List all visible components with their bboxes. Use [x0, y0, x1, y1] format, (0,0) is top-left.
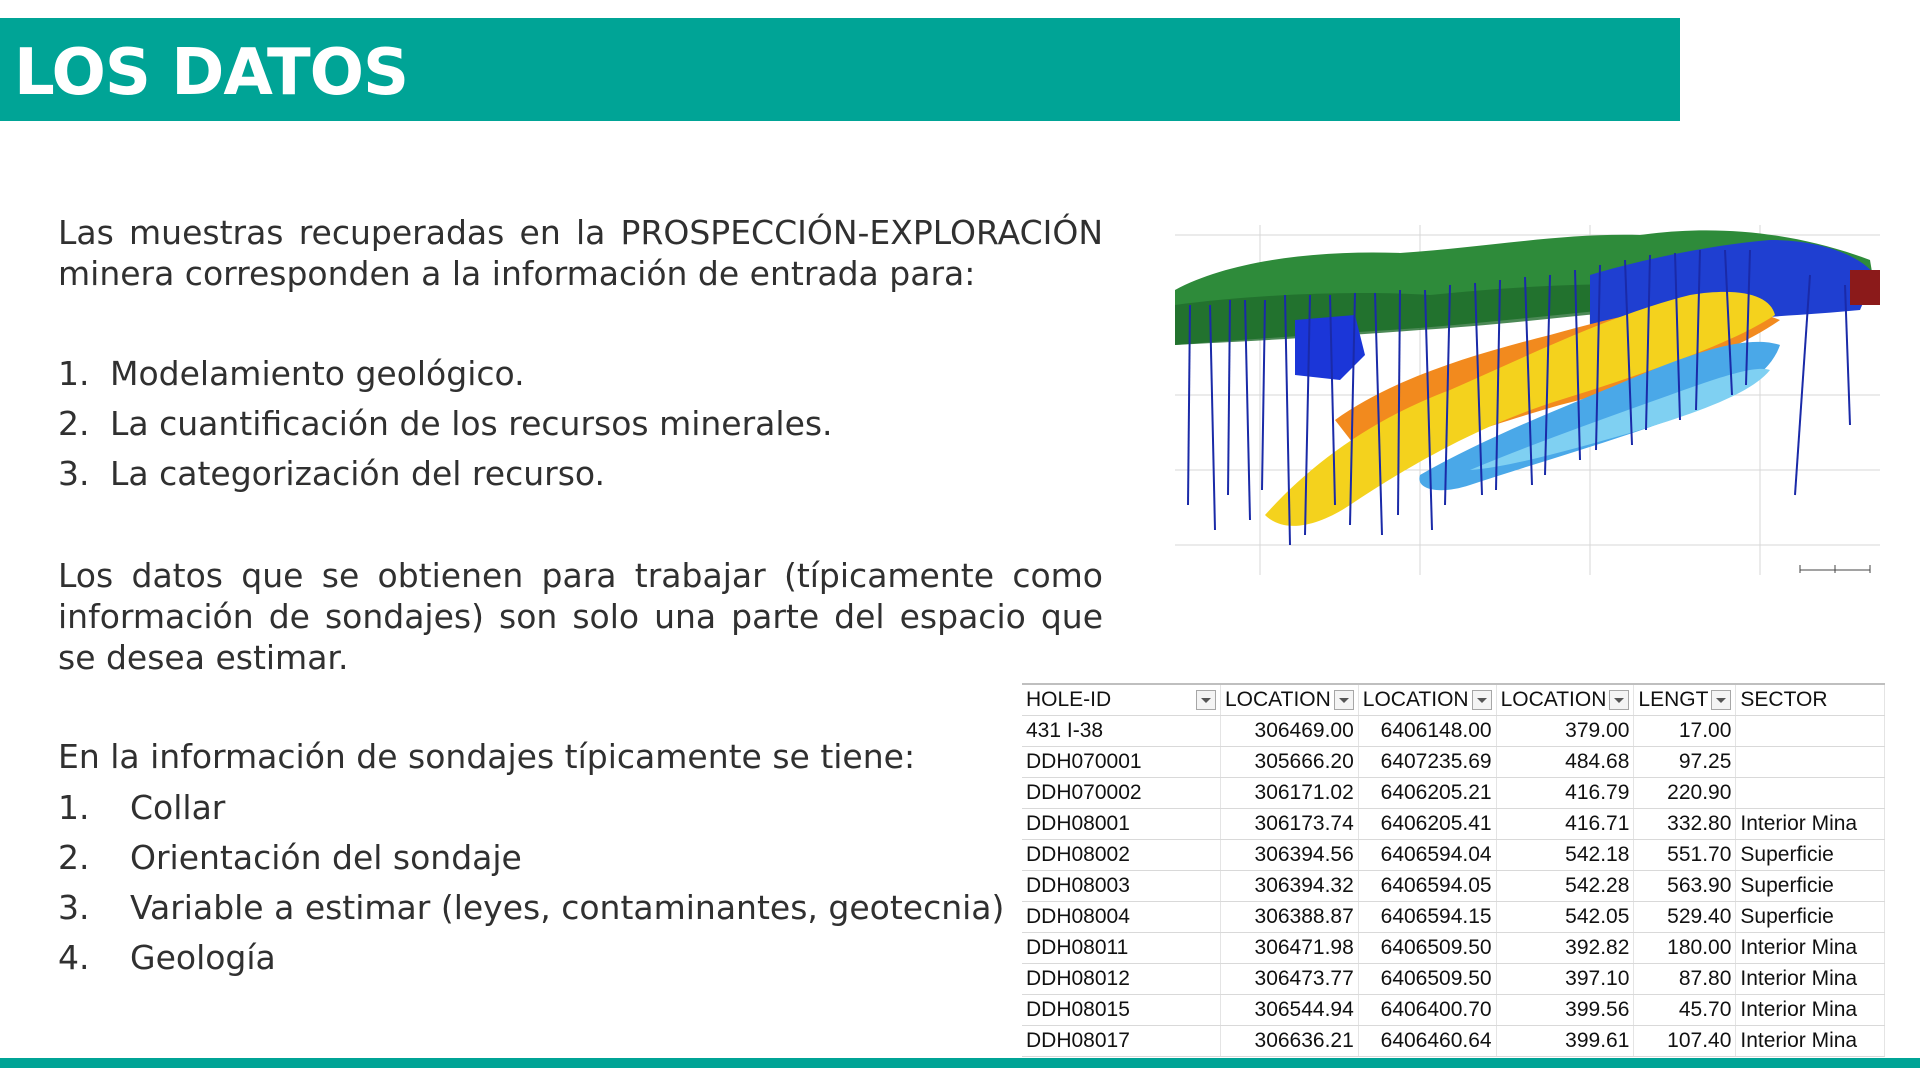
table-cell: DDH070001 — [1022, 747, 1221, 778]
table-row — [1022, 809, 1885, 840]
table-row — [1022, 840, 1885, 871]
data-paragraph: Los datos que se obtienen para trabajar (típicamente como información de sondajes) son solo una parte del espacio que se desea estimar. — [58, 556, 1103, 677]
table-cell: 306544.94 — [1221, 995, 1359, 1026]
table-cell: DDH08017 — [1022, 1026, 1221, 1057]
column-header-sector: SECTOR — [1736, 684, 1885, 716]
filter-dropdown-icon[interactable] — [1196, 690, 1216, 710]
table-cell: DDH070002 — [1022, 778, 1221, 809]
table-cell: DDH08015 — [1022, 995, 1221, 1026]
table-cell: 45.70 — [1634, 995, 1736, 1026]
table-cell: 306394.32 — [1221, 871, 1359, 902]
column-header-length[interactable]: LENGT — [1634, 684, 1736, 716]
filter-dropdown-icon[interactable] — [1472, 690, 1492, 710]
table-cell: DDH08002 — [1022, 840, 1221, 871]
table-cell: 551.70 — [1634, 840, 1736, 871]
table-cell: 306471.98 — [1221, 933, 1359, 964]
column-header-location-z[interactable]: LOCATION — [1496, 684, 1634, 716]
table-cell: 6406148.00 — [1358, 716, 1496, 747]
table-cell: 397.10 — [1496, 964, 1634, 995]
table-row — [1022, 747, 1885, 778]
table-cell: 306173.74 — [1221, 809, 1359, 840]
table-cell: 416.71 — [1496, 809, 1634, 840]
table-cell: 399.61 — [1496, 1026, 1634, 1057]
table-cell: Interior Mina — [1736, 1026, 1885, 1057]
table-cell: 6406460.64 — [1358, 1026, 1496, 1057]
table-cell: 6406509.50 — [1358, 933, 1496, 964]
table-cell: 6406205.21 — [1358, 778, 1496, 809]
list-item: 2. Orientación del sondaje — [58, 837, 522, 877]
table-header-row — [1022, 684, 1885, 716]
table-cell: 180.00 — [1634, 933, 1736, 964]
table-cell: 392.82 — [1496, 933, 1634, 964]
table-cell: 399.56 — [1496, 995, 1634, 1026]
table-cell: 529.40 — [1634, 902, 1736, 933]
table-cell: 306394.56 — [1221, 840, 1359, 871]
table-cell: 306636.21 — [1221, 1026, 1359, 1057]
table-cell: Superficie — [1736, 902, 1885, 933]
table-cell: 306388.87 — [1221, 902, 1359, 933]
table-cell: 306473.77 — [1221, 964, 1359, 995]
column-header-location-y[interactable]: LOCATION — [1358, 684, 1496, 716]
intro-paragraph: Las muestras recuperadas en la PROSPECCIÓN-EXPLORACIÓN minera corresponden a la información de entrada para: — [58, 213, 1103, 293]
geological-model-image — [1170, 205, 1885, 590]
list-item: 3. La categorización del recurso. — [58, 453, 605, 493]
filter-dropdown-icon[interactable] — [1711, 690, 1731, 710]
table-cell: 484.68 — [1496, 747, 1634, 778]
table-cell: 220.90 — [1634, 778, 1736, 809]
table-cell: 306469.00 — [1221, 716, 1359, 747]
table-cell: 563.90 — [1634, 871, 1736, 902]
table-cell: 379.00 — [1496, 716, 1634, 747]
table-cell: DDH08003 — [1022, 871, 1221, 902]
uses-list — [58, 348, 833, 498]
list-item: 4. Geología — [58, 937, 276, 977]
table-cell: 107.40 — [1634, 1026, 1736, 1057]
slide-title: LOS DATOS — [14, 36, 409, 110]
list-item: 3. Variable a estimar (leyes, contaminantes, geotecnia) — [58, 887, 1005, 927]
table-cell: DDH08011 — [1022, 933, 1221, 964]
table-cell: 542.28 — [1496, 871, 1634, 902]
column-header-location-x[interactable]: LOCATION — [1221, 684, 1359, 716]
table-cell: 97.25 — [1634, 747, 1736, 778]
table-row — [1022, 902, 1885, 933]
table-cell: Interior Mina — [1736, 964, 1885, 995]
table-cell: 6406205.41 — [1358, 809, 1496, 840]
table-cell: DDH08001 — [1022, 809, 1221, 840]
table-cell: 6407235.69 — [1358, 747, 1496, 778]
list-item: 1. Collar — [58, 787, 226, 827]
table-cell: 6406594.15 — [1358, 902, 1496, 933]
drillhole-table — [1022, 683, 1885, 1057]
title-banner — [0, 18, 1680, 121]
table-cell: 332.80 — [1634, 809, 1736, 840]
table-row — [1022, 995, 1885, 1026]
table-cell: 542.05 — [1496, 902, 1634, 933]
table-cell: 306171.02 — [1221, 778, 1359, 809]
table-cell: 6406400.70 — [1358, 995, 1496, 1026]
table-cell — [1736, 716, 1885, 747]
table-row — [1022, 964, 1885, 995]
table-cell — [1736, 778, 1885, 809]
table-cell: 17.00 — [1634, 716, 1736, 747]
table-cell: 87.80 — [1634, 964, 1736, 995]
table-cell: Interior Mina — [1736, 995, 1885, 1026]
table-cell: Superficie — [1736, 871, 1885, 902]
drillhole-paragraph: En la información de sondajes típicamente se tiene: — [58, 737, 916, 776]
table-row — [1022, 778, 1885, 809]
table-cell: 6406594.05 — [1358, 871, 1496, 902]
table-cell: Interior Mina — [1736, 809, 1885, 840]
table-row — [1022, 871, 1885, 902]
table-row — [1022, 716, 1885, 747]
table-cell: Interior Mina — [1736, 933, 1885, 964]
table-row — [1022, 933, 1885, 964]
table-cell: 431 I-38 — [1022, 716, 1221, 747]
table-cell: DDH08004 — [1022, 902, 1221, 933]
table-cell — [1736, 747, 1885, 778]
table-cell: 6406509.50 — [1358, 964, 1496, 995]
drillhole-info-list — [58, 782, 1004, 982]
column-header-hole-id[interactable]: HOLE-ID — [1022, 684, 1221, 716]
footer-bar — [0, 1058, 1920, 1068]
table-cell: Superficie — [1736, 840, 1885, 871]
table-cell: 305666.20 — [1221, 747, 1359, 778]
list-item: 2. La cuantificación de los recursos minerales. — [58, 403, 833, 443]
table-cell: DDH08012 — [1022, 964, 1221, 995]
table-cell: 416.79 — [1496, 778, 1634, 809]
filter-dropdown-icon[interactable] — [1609, 690, 1629, 710]
filter-dropdown-icon[interactable] — [1334, 690, 1354, 710]
table-cell: 6406594.04 — [1358, 840, 1496, 871]
table-cell: 542.18 — [1496, 840, 1634, 871]
table-row — [1022, 1026, 1885, 1057]
list-item: 1. Modelamiento geológico. — [58, 353, 525, 393]
